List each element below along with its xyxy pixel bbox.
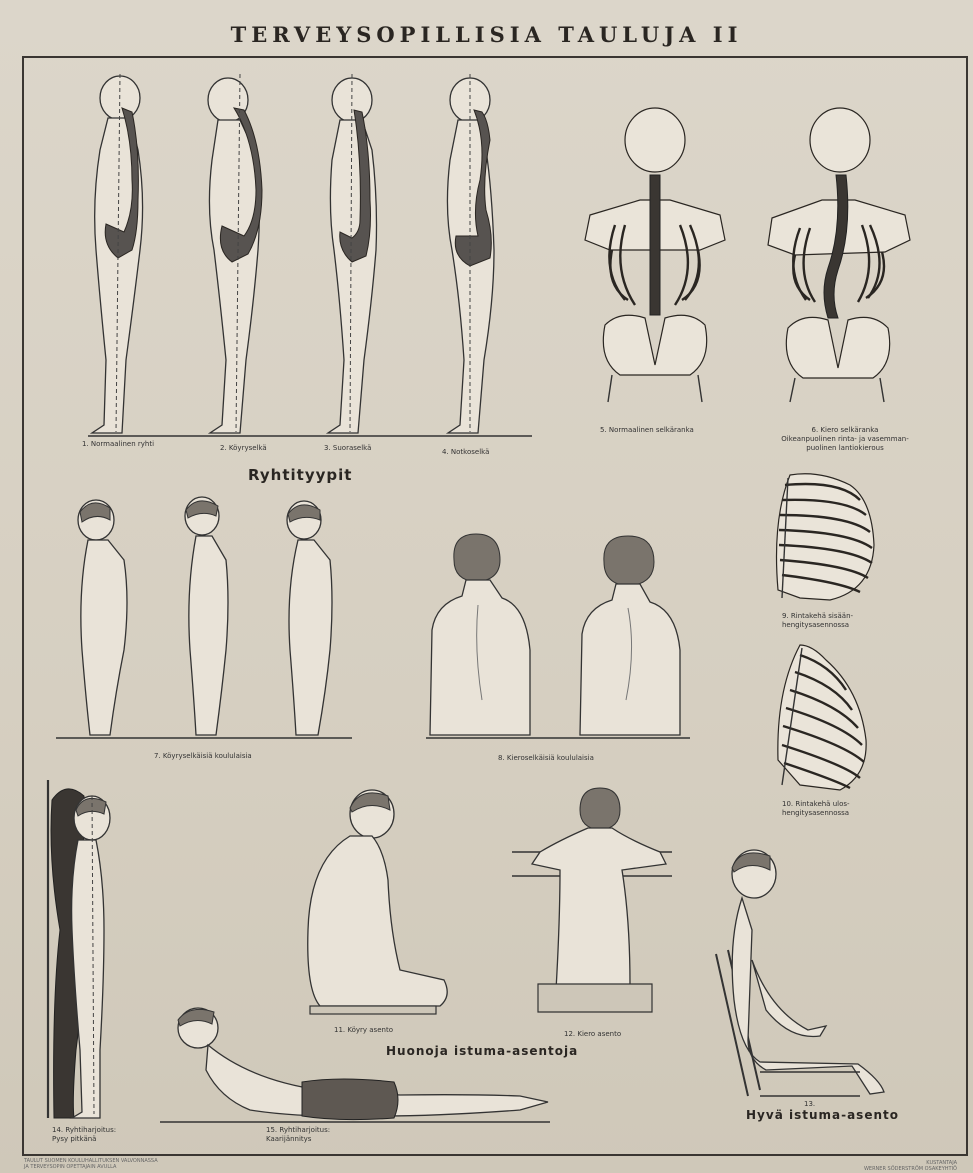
footer-right-line2: WERNER SÖDERSTRÖM OSAKEYHTIÖ <box>863 1166 957 1172</box>
caption-3: 3. Suoraselkä <box>324 444 372 452</box>
figure-crooked-sitting <box>512 788 672 1012</box>
caption-9-line1: 9. Rintakehä sisään- <box>782 612 854 620</box>
footer-left-line2: JA TERVEYSOPIN OPETTAJAIN AVULLA <box>24 1164 117 1170</box>
figure-hollow-back <box>447 74 494 433</box>
section-bad-sitting: Huonoja istuma-asentoja <box>386 1044 579 1058</box>
skeleton-crooked-spine <box>768 108 910 402</box>
caption-2: 2. Köyryselkä <box>220 444 267 452</box>
figure-child-crooked-1 <box>430 534 530 735</box>
caption-14-line1: 14. Ryhtiharjoitus: <box>52 1126 117 1134</box>
caption-6 <box>770 426 920 453</box>
caption-14 <box>52 1126 116 1144</box>
caption-7: 7. Köyryselkäisiä koululaisia <box>154 752 252 760</box>
caption-14-line2: Pysy pitkänä <box>52 1135 97 1143</box>
caption-1: 1. Normaalinen ryhti <box>82 440 155 448</box>
footer-right-line1: KUSTANTAJA <box>926 1160 957 1166</box>
footer-left-line1: TAULUT SUOMEN KOULUHALLITUKSEN VALVONNASSA <box>24 1158 158 1164</box>
section-good-sitting: Hyvä istuma-asento <box>746 1108 899 1122</box>
caption-15-line2: Kaarijännitys <box>266 1135 312 1143</box>
skeleton-normal-spine <box>585 108 725 402</box>
figure-exercise-stand-tall <box>48 780 110 1118</box>
caption-5: 5. Normaalinen selkäranka <box>600 426 694 434</box>
footer-left <box>24 1158 158 1170</box>
caption-9-line2: hengitysasennossa <box>782 621 850 629</box>
caption-10-line2: hengitysasennossa <box>782 809 850 817</box>
figure-flat-back <box>328 74 377 433</box>
section-posture-types: Ryhtityypit <box>248 466 353 484</box>
caption-15 <box>266 1126 330 1144</box>
caption-6-sub1: Oikeanpuolinen rinta- ja vasemman- <box>781 435 909 443</box>
figure-child-rounded-2 <box>185 497 228 735</box>
figure-child-rounded-3 <box>287 501 332 735</box>
caption-9 <box>782 612 853 630</box>
caption-6-title: 6. Kiero selkäranka <box>811 426 879 434</box>
caption-10-line1: 10. Rintakehä ulos- <box>782 800 850 808</box>
footer-right <box>864 1160 957 1172</box>
ribcage-exhalation <box>778 645 866 790</box>
ribcage-inhalation <box>777 474 875 600</box>
caption-11: 11. Köyry asento <box>334 1026 393 1034</box>
page-title: TERVEYSOPILLISIA TAULUJA II <box>230 22 743 47</box>
figure-rounded-back <box>208 74 262 433</box>
figure-slouched-sitting <box>308 790 447 1014</box>
caption-13: 13. <box>804 1100 816 1108</box>
caption-15-line1: 15. Ryhtiharjoitus: <box>266 1126 331 1134</box>
caption-4: 4. Notkoselkä <box>442 448 490 456</box>
figure-good-sitting <box>716 850 884 1096</box>
figure-normal-posture <box>92 74 143 433</box>
figure-child-rounded-1 <box>78 500 127 735</box>
figure-child-crooked-2 <box>580 536 680 735</box>
caption-8: 8. Kieroselkäisiä koululaisia <box>498 754 594 762</box>
caption-10 <box>782 800 850 818</box>
caption-6-sub2: puolinen lantiokierous <box>806 444 884 452</box>
caption-12: 12. Kiero asento <box>564 1030 622 1038</box>
